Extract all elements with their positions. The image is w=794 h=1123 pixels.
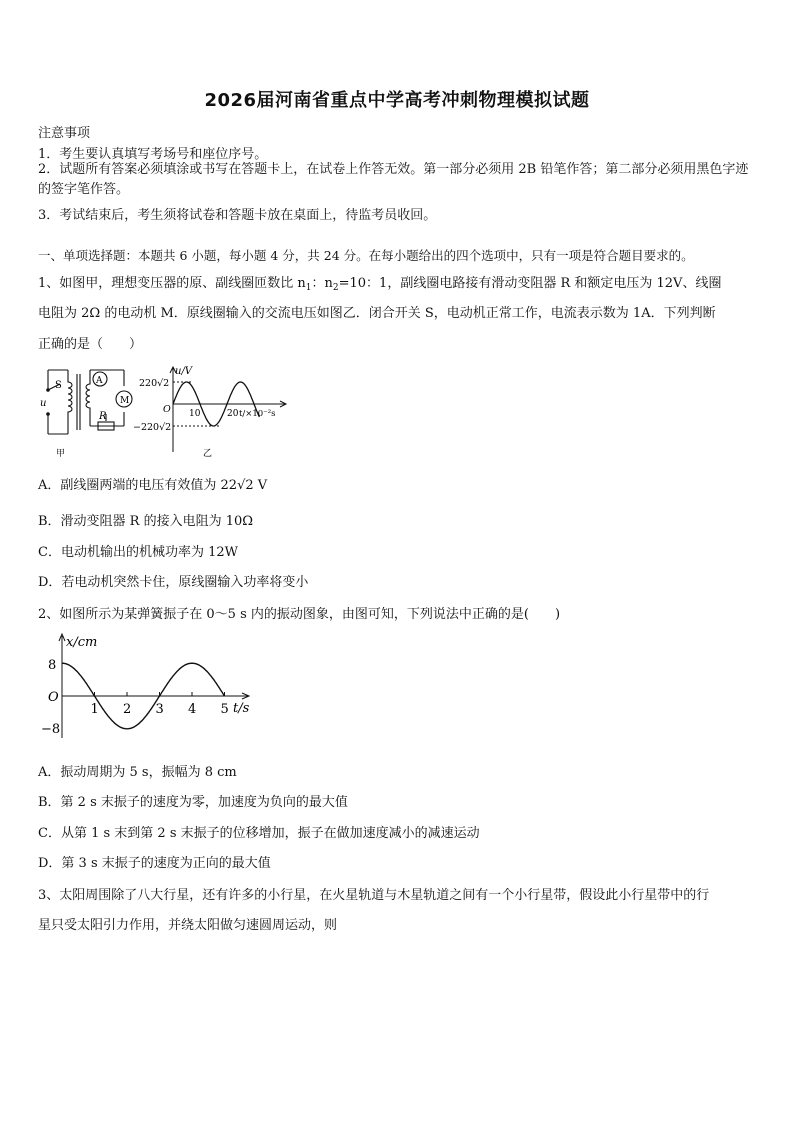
section-heading: 一、单项选择题：本题共 6 小题，每小题 4 分，共 24 分。在每小题给出的四个选项中，只有一项是符合题目要求的。 (38, 248, 694, 263)
q2-x-axis-label: t/s (233, 701, 250, 716)
q2-vibration-chart (38, 630, 258, 742)
q3-stem-line1: 3、太阳周围除了八大行星，还有许多的小行星，在火星轨道与木星轨道之间有一个小行星带，假设此小行星带中的行 (38, 888, 710, 903)
q1-stem-line2: 电阻为 2Ω 的电动机 M．原线圈输入的交流电压如图乙．闭合开关 S，电动机正常工作，电流表示数为 1A．下列判断 (38, 306, 716, 321)
q3-stem-line2: 星只受太阳引力作用，并绕太阳做匀速圆周运动，则 (38, 918, 338, 933)
q1-stem-line1: 1、如图甲，理想变压器的原、副线圈匝数比 $n_1$：$n_2=10$：1，副线圈电路接有滑动变阻器 R 和额定电压为 12V、线圈 (38, 276, 722, 293)
q2-option-a: A．振动周期为 5 s，振幅为 8 cm (38, 765, 237, 780)
notice-item: 1．考生要认真填写考场号和座位序号。 (38, 147, 268, 162)
q2-option-c: C．从第 1 s 末到第 2 s 末振子的位移增加，振子在做加速度减小的减速运动 (38, 826, 480, 841)
notice-item: 2．试题所有答案必须填涂或书写在答题卡上，在试卷上作答无效。第一部分必须用 2B 铅笔作答；第二部分必须用黑色字迹的签字笔作答。 (38, 162, 749, 197)
q2-stem: 2、如图所示为某弹簧振子在 0～5 s 内的振动图象，由图可知，下列说法中正确的是( ) (38, 607, 561, 622)
tick-10-label: 10 (189, 409, 201, 419)
q2-x-tick-label: 5 (220, 702, 229, 717)
q1-voltage-figure (133, 364, 293, 460)
q2-x-tick-label: 3 (155, 702, 164, 717)
q2-option-b: B．第 2 s 末振子的速度为零，加速度为负向的最大值 (38, 795, 348, 810)
q2-x-tick-label: 2 (123, 702, 132, 717)
q1-option-d: D．若电动机突然卡住，原线圈输入功率将变小 (38, 575, 309, 590)
q2-origin-label: O (48, 690, 59, 705)
tick-20-label: 20 (227, 409, 239, 419)
q2-x-tick-label: 4 (188, 702, 197, 717)
q1-option-b: B．滑动变阻器 R 的接入电阻为 10Ω (38, 514, 254, 529)
page-title: 2026届河南省重点中学高考冲刺物理模拟试题 (204, 90, 590, 111)
notice-item: 3．考试结束后，考生须将试卷和答题卡放在桌面上，待监考员收回。 (38, 208, 437, 223)
q2-y-axis-label: x/cm (66, 635, 98, 650)
motor-label: M (120, 396, 130, 406)
x-axis-label: t/×10⁻²s (239, 409, 276, 419)
q1-option-a: A．副线圈两端的电压有效值为 22√2 V (38, 478, 268, 493)
q1-stem-line3: 正确的是（ ） (38, 337, 143, 352)
rheostat-label: R (99, 411, 107, 422)
figure-yi-label: 乙 (203, 449, 213, 459)
q2-y-tick: −8 (41, 722, 61, 737)
origin-label: O (163, 404, 171, 415)
peak-negative-label: −220√2 (133, 422, 172, 433)
switch-label: S (55, 380, 62, 391)
peak-positive-label: 220√2 (139, 378, 170, 389)
q2-y-tick: 8 (48, 658, 57, 673)
notice-heading: 注意事项 (38, 126, 91, 141)
q2-x-tick-label: 1 (90, 702, 99, 717)
source-label: u (40, 398, 47, 409)
q1-option-c: C．电动机输出的机械功率为 12W (38, 545, 238, 560)
ammeter-label: A (96, 376, 103, 386)
q2-option-d: D．第 3 s 末振子的速度为正向的最大值 (38, 856, 271, 871)
y-axis-label: u/V (175, 366, 193, 377)
figure-jia-label: 甲 (56, 449, 66, 459)
